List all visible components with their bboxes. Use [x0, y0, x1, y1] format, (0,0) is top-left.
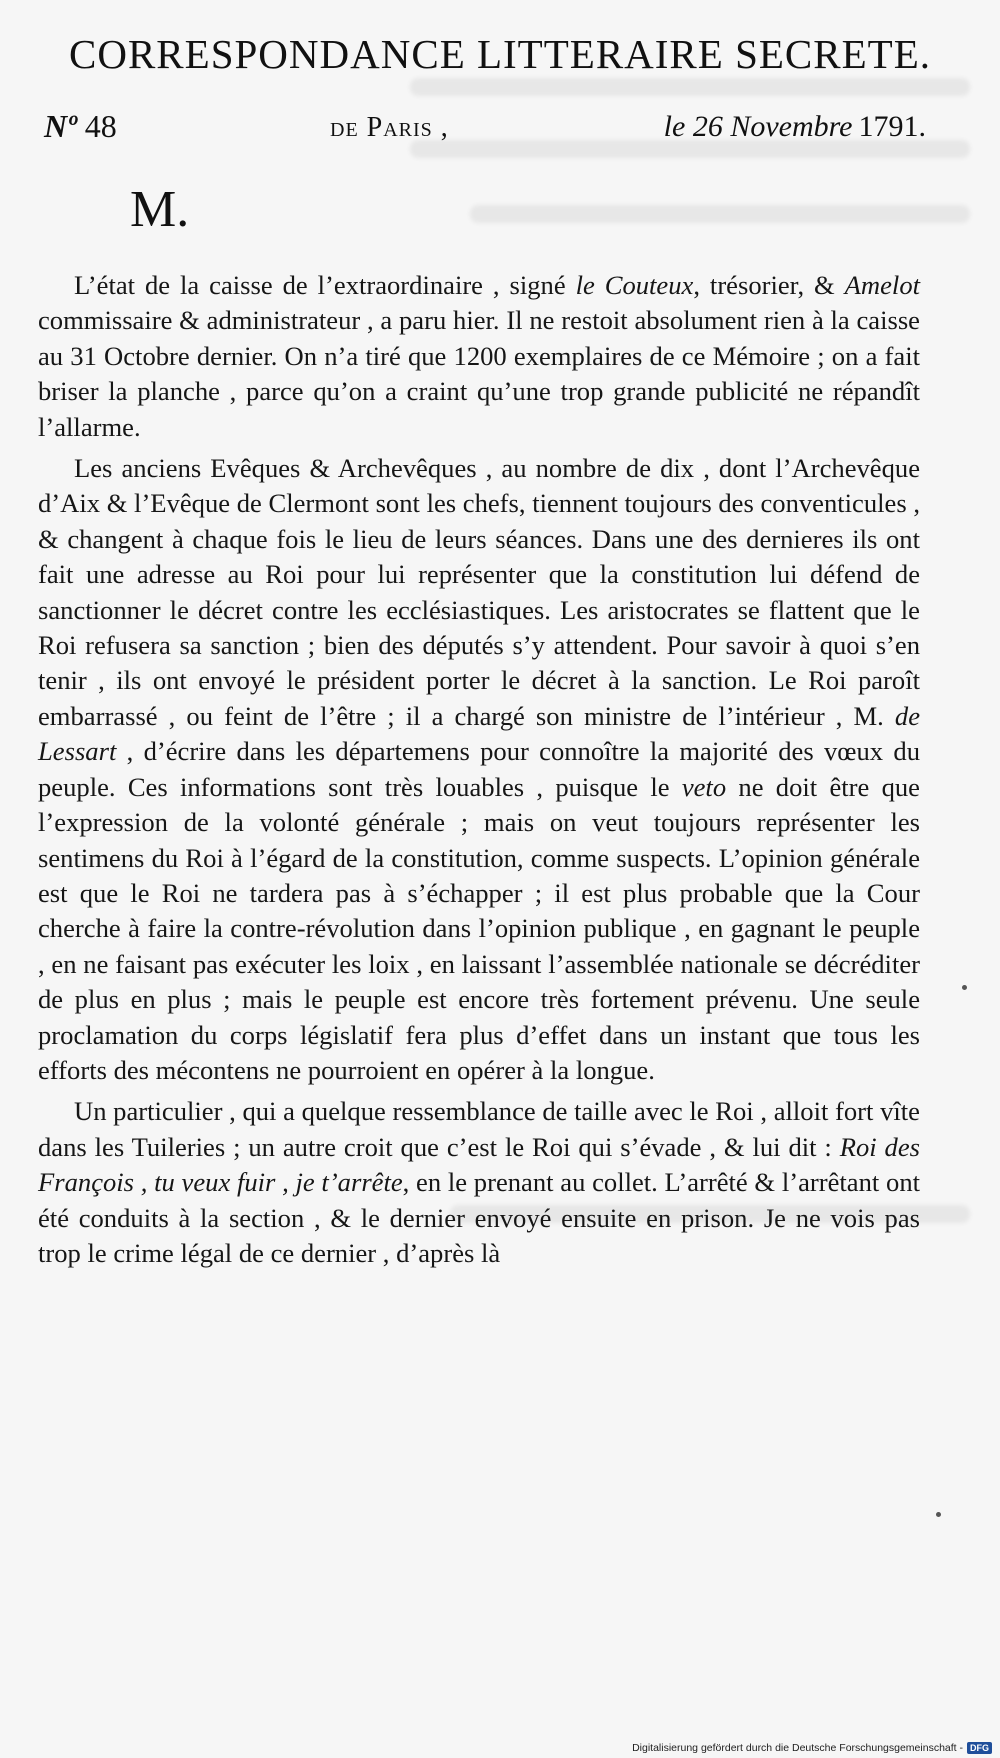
- dfg-logo-icon: DFG: [967, 1742, 992, 1754]
- emphasized-text: veto: [681, 771, 727, 802]
- paragraph-text: L’état de la caisse de l’extraordinaire , signé: [74, 270, 576, 300]
- paragraph-text: , trésorier, &: [693, 270, 845, 300]
- credit-text: Digitalisierung gefördert durch die Deutsche Forschungsgemeinschaft -: [632, 1742, 963, 1754]
- salutation: M.: [130, 181, 190, 238]
- paragraph: [38, 451, 920, 1088]
- paragraph-text: ne doit être que l’expression de la volonté générale ; mais on veut toujours représenter les sentimens du Roi à l’égard de la constitution, comme suspects. L’opinion générale est que le Roi ne tardera pas à s’échapper ; il est plus probable que la Cour cherche à faire la contre-révolution dans l’opinion publique , en gagnant le peuple , en ne faisant pas exécuter les loix , en laissant l’assemblée nationale se décréditer de plus en plus ; mais le peuple est encore très fortement prévenu. Une seule proclamation du corps législatif fera plus d’effet dans un instant que tous les efforts des mécontens ne pourroient en opérer à la longue.: [38, 771, 920, 1085]
- bleed-through-mark: [470, 205, 970, 223]
- issue-date: [664, 110, 926, 144]
- bleed-through-mark: [410, 78, 970, 96]
- date-year: 1791.: [858, 110, 926, 143]
- emphasized-text: le Couteux: [575, 270, 694, 300]
- emphasized-text: Amelot: [844, 270, 920, 300]
- paragraph-text: , en le prenant au collet. L’arrêté & l’arrêtant ont été conduits à la section , & le dernier envoyé ensuite en prison. Je ne vois pas trop le crime légal de ce dernier , d’après là: [38, 1167, 921, 1268]
- emphasized-text: Roi des François , tu veux fuir , je t’arrête: [38, 1131, 920, 1198]
- date-prefix: le: [663, 110, 686, 143]
- paragraph-text: , d’écrire dans les départemens pour connoître la majorité des vœux du peuple. Ces informations sont très louables , puisque le: [38, 736, 920, 802]
- paragraph-text: Un particulier , qui a quelque ressemblance de taille avec le Roi , alloit fort vîte dans les Tuileries ; un autre croit que c’est le Roi qui s’évade , & lui dit :: [38, 1096, 920, 1162]
- ink-speck: [936, 1512, 941, 1517]
- issue-label: Nº: [44, 108, 77, 144]
- emphasized-text: de Lessart: [38, 700, 920, 767]
- page-title: CORRESPONDANCE LITTERAIRE SECRETE.: [69, 31, 931, 77]
- issue-number-value: 48: [84, 108, 117, 144]
- issue-number: [44, 108, 117, 145]
- paragraph-text: commissaire & administrateur , a paru hier. Il ne restoit absolument rien à la caisse au 31 Octobre dernier. On n’a tiré que 1200 exemplaires de ce Mémoire ; on a fait briser la planche , parce qu’on a craint qu’une trop grande publicité ne répandît l’allarme.: [38, 305, 920, 442]
- paragraph: [38, 1094, 920, 1271]
- ink-speck: [962, 985, 967, 990]
- article-body: [38, 268, 920, 1277]
- paragraph-text: Les anciens Evêques & Archevêques , au nombre de dix , dont l’Archevêque d’Aix & l’Evêque de Clermont sont les chefs, tiennent toujours des conventicules , & changent à chaque fois le lieu de leurs séances. Dans une des dernieres ils ont fait une adresse au Roi pour lui représenter que la constitution lui défend de sanctionner le décret contre les ecclésiastiques. Les aristocrates se flattent que le Roi refusera sa sanction ; bien des députés s’y attendent. Pour savoir à quoi s’en tenir , ils ont envoyé le président porter le décret à la sanction. Le Roi paroît embarrassé , ou feint de l’être ; il a chargé son ministre de l’intérieur , M.: [38, 453, 920, 731]
- paragraph: [38, 268, 920, 445]
- issue-line: [44, 108, 926, 152]
- date-value: 26 Novembre: [692, 110, 853, 143]
- digitization-credit: [632, 1742, 992, 1754]
- issue-place: de Paris ,: [330, 112, 449, 143]
